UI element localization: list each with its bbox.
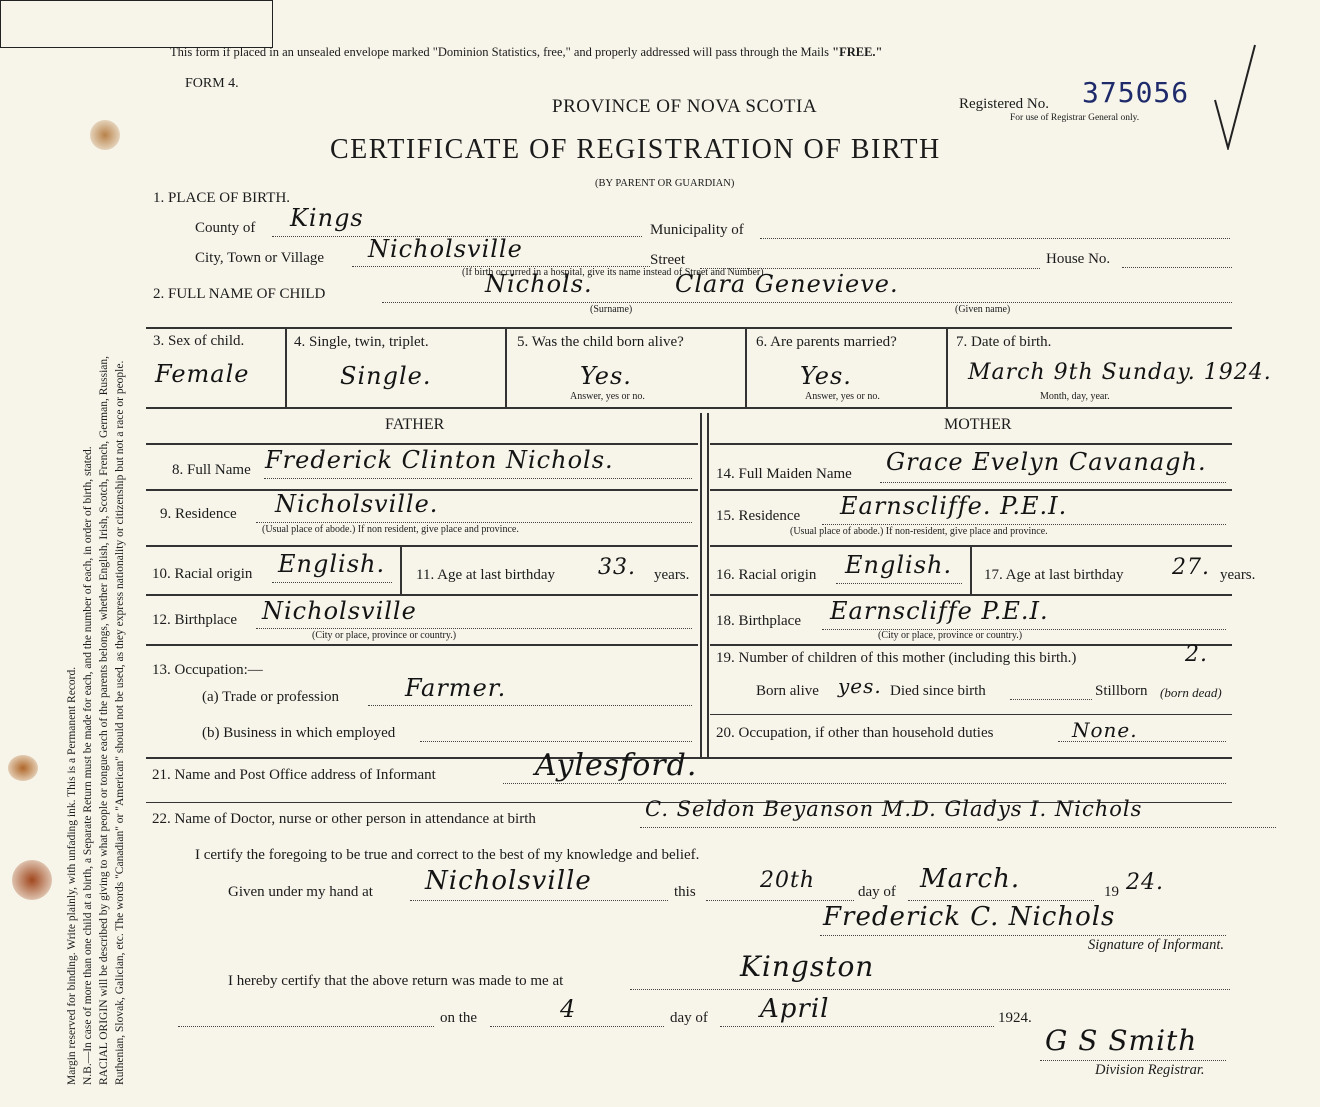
children-count: 2. — [1185, 642, 1208, 667]
certify-year: 24. — [1126, 870, 1164, 895]
registered-number-box — [0, 0, 273, 48]
informant-label: 21. Name and Post Office address of Informant — [152, 767, 436, 783]
form-number: FORM 4. — [185, 76, 239, 91]
occupation-label: 13. Occupation:— — [152, 662, 263, 678]
mother-name: Grace Evelyn Cavanagh. — [886, 448, 1207, 476]
margin-note-1: Margin reserved for binding. Write plainly, with unfading ink. This is a Permanent Record. — [66, 666, 78, 1085]
informant-signature: Frederick C. Nichols — [823, 902, 1116, 932]
born-alive-value: Yes. — [580, 362, 632, 390]
mother-residence-note: (Usual place of abode.) If non-resident, give place and province. — [790, 526, 1048, 537]
married-value: Yes. — [800, 362, 852, 390]
rust-stain — [8, 755, 38, 781]
mother-birthplace-label: 18. Birthplace — [716, 613, 801, 629]
business-label: (b) Business in which employed — [202, 725, 396, 741]
province-title: PROVINCE OF NOVA SCOTIA — [552, 96, 818, 117]
attendant-label: 22. Name of Doctor, nurse or other person in attendance at birth — [152, 811, 536, 827]
father-name-label: 8. Full Name — [172, 462, 251, 478]
mother-heading: MOTHER — [944, 416, 1012, 433]
registrar-year: 1924. — [998, 1010, 1032, 1026]
registrar-signature-label: Division Registrar. — [1095, 1062, 1205, 1078]
answer-note: Answer, yes or no. — [805, 391, 880, 402]
plurality-value: Single. — [340, 362, 432, 390]
certify-statement: I certify the foregoing to be true and correct to the best of my knowledge and belief. — [195, 847, 700, 863]
mother-residence: Earnscliffe. P.E.I. — [840, 492, 1068, 520]
father-age: 33. — [598, 555, 636, 580]
place-heading: 1. PLACE OF BIRTH. — [153, 190, 291, 206]
father-birthplace-label: 12. Birthplace — [152, 612, 237, 628]
registrar-month: April — [760, 994, 830, 1024]
on-the-label: on the — [440, 1010, 478, 1026]
registered-number: 375056 — [1082, 76, 1190, 109]
certify-day: 20th — [760, 868, 816, 893]
child-given-name: Clara Genevieve. — [675, 270, 899, 298]
registrar-signature: G S Smith — [1045, 1024, 1198, 1057]
mother-birthplace-note: (City or place, province or country.) — [878, 630, 1023, 641]
registrar-day: 4 — [560, 995, 577, 1023]
margin-note-2: N.B.—In case of more than one child at a birth, a Separate Return must be made for each, and the number of each, in order of birth, stated. — [82, 446, 94, 1085]
check-mark-icon — [1210, 40, 1260, 150]
surname-note: (Surname) — [590, 304, 633, 315]
informant-value: Aylesford. — [535, 748, 698, 783]
rust-stain — [90, 120, 120, 150]
attendant-value: C. Seldon Beyanson M.D. Gladys I. Nichols — [645, 797, 1143, 821]
day-of-label: day of — [858, 884, 896, 900]
died-label: Died since birth — [890, 683, 986, 699]
mother-name-label: 14. Full Maiden Name — [716, 466, 852, 482]
child-name-label: 2. FULL NAME OF CHILD — [153, 286, 326, 302]
registered-label: Registered No. — [959, 96, 1049, 112]
father-residence-note: (Usual place of abode.) If non resident, give place and province. — [262, 524, 519, 535]
given-under-label: Given under my hand at — [228, 884, 373, 900]
answer-note: Answer, yes or no. — [570, 391, 645, 402]
house-label: House No. — [1046, 251, 1111, 267]
stillborn-note: (born dead) — [1160, 685, 1222, 700]
married-label: 6. Are parents married? — [756, 334, 897, 350]
certificate-subtitle: (BY PARENT OR GUARDIAN) — [595, 178, 735, 189]
registrar-statement: I hereby certify that the above return was made to me at — [228, 973, 564, 989]
stillborn-label: Stillborn — [1095, 683, 1148, 699]
father-age-label: 11. Age at last birthday — [416, 567, 555, 583]
mother-occupation-label: 20. Occupation, if other than household duties — [716, 725, 994, 741]
mother-residence-label: 15. Residence — [716, 508, 801, 524]
registrar-place: Kingston — [740, 950, 875, 983]
mail-notice: This form if placed in an unsealed envelope marked "Dominion Statistics, free," and properly addressed will pass through the Mails "FREE." — [170, 45, 883, 59]
plurality-label: 4. Single, twin, triplet. — [294, 334, 429, 350]
informant-signature-label: Signature of Informant. — [1088, 937, 1225, 953]
child-surname: Nichols. — [485, 270, 593, 298]
street-label: Street — [650, 252, 685, 268]
sex-label: 3. Sex of child. — [153, 333, 245, 349]
mother-age-label: 17. Age at last birthday — [984, 567, 1124, 583]
father-trade: Farmer. — [405, 674, 507, 702]
given-name-note: (Given name) — [955, 304, 1011, 315]
born-alive-label: 5. Was the child born alive? — [517, 334, 684, 350]
mother-age: 27. — [1172, 555, 1210, 580]
margin-note-3: RACIAL ORIGIN will be described by giving to what people or tongue each of the parents belongs, whether English, Irish, Scotch, French, German, Russian, — [98, 355, 110, 1085]
hospital-note: (If birth occurred in a hospital, give its name instead of Street and Number) — [462, 267, 764, 278]
dob-value: March 9th Sunday. 1924. — [968, 360, 1272, 385]
margin-note-4: Ruthenian, Slovak, Galician, etc. The words "Canadian" or "American" should not be used, as they express nationality or citizenship but not a race or people. — [114, 360, 126, 1085]
trade-label: (a) Trade or profession — [202, 689, 340, 705]
rust-stain — [12, 860, 52, 900]
certify-month: March. — [920, 864, 1021, 894]
sex-value: Female — [155, 360, 250, 388]
father-birthplace: Nicholsville — [262, 597, 417, 625]
father-years-label: years. — [654, 567, 690, 583]
city-value: Nicholsville — [368, 235, 523, 263]
this-label: this — [674, 884, 696, 900]
mother-occupation: None. — [1072, 718, 1138, 742]
father-race: English. — [278, 550, 386, 578]
father-name: Frederick Clinton Nichols. — [265, 446, 614, 474]
father-residence-label: 9. Residence — [160, 506, 237, 522]
certificate-title: CERTIFICATE OF REGISTRATION OF BIRTH — [330, 134, 941, 165]
year-prefix: 19 — [1104, 884, 1119, 900]
city-label: City, Town or Village — [195, 250, 325, 266]
father-birthplace-note: (City or place, province or country.) — [312, 630, 457, 641]
mother-years-label: years. — [1220, 567, 1256, 583]
dob-note: Month, day, year. — [1040, 391, 1110, 402]
county-value: Kings — [290, 204, 364, 232]
father-heading: FATHER — [385, 416, 445, 433]
municipality-label: Municipality of — [650, 222, 744, 238]
father-residence: Nicholsville. — [275, 490, 439, 518]
children-count-label: 19. Number of children of this mother (including this birth.) — [716, 650, 1077, 666]
dob-label: 7. Date of birth. — [956, 334, 1052, 350]
registrar-day-of-label: day of — [670, 1010, 708, 1026]
registrar-note: For use of Registrar General only. — [1010, 113, 1140, 123]
born-alive-count: yes. — [838, 674, 882, 698]
born-alive-count-label: Born alive — [756, 683, 819, 699]
county-label: County of — [195, 220, 256, 236]
mother-birthplace: Earnscliffe P.E.I. — [830, 597, 1049, 625]
father-race-label: 10. Racial origin — [152, 566, 253, 582]
mother-race: English. — [845, 551, 953, 579]
mother-race-label: 16. Racial origin — [716, 567, 817, 583]
given-place: Nicholsville — [425, 866, 592, 896]
